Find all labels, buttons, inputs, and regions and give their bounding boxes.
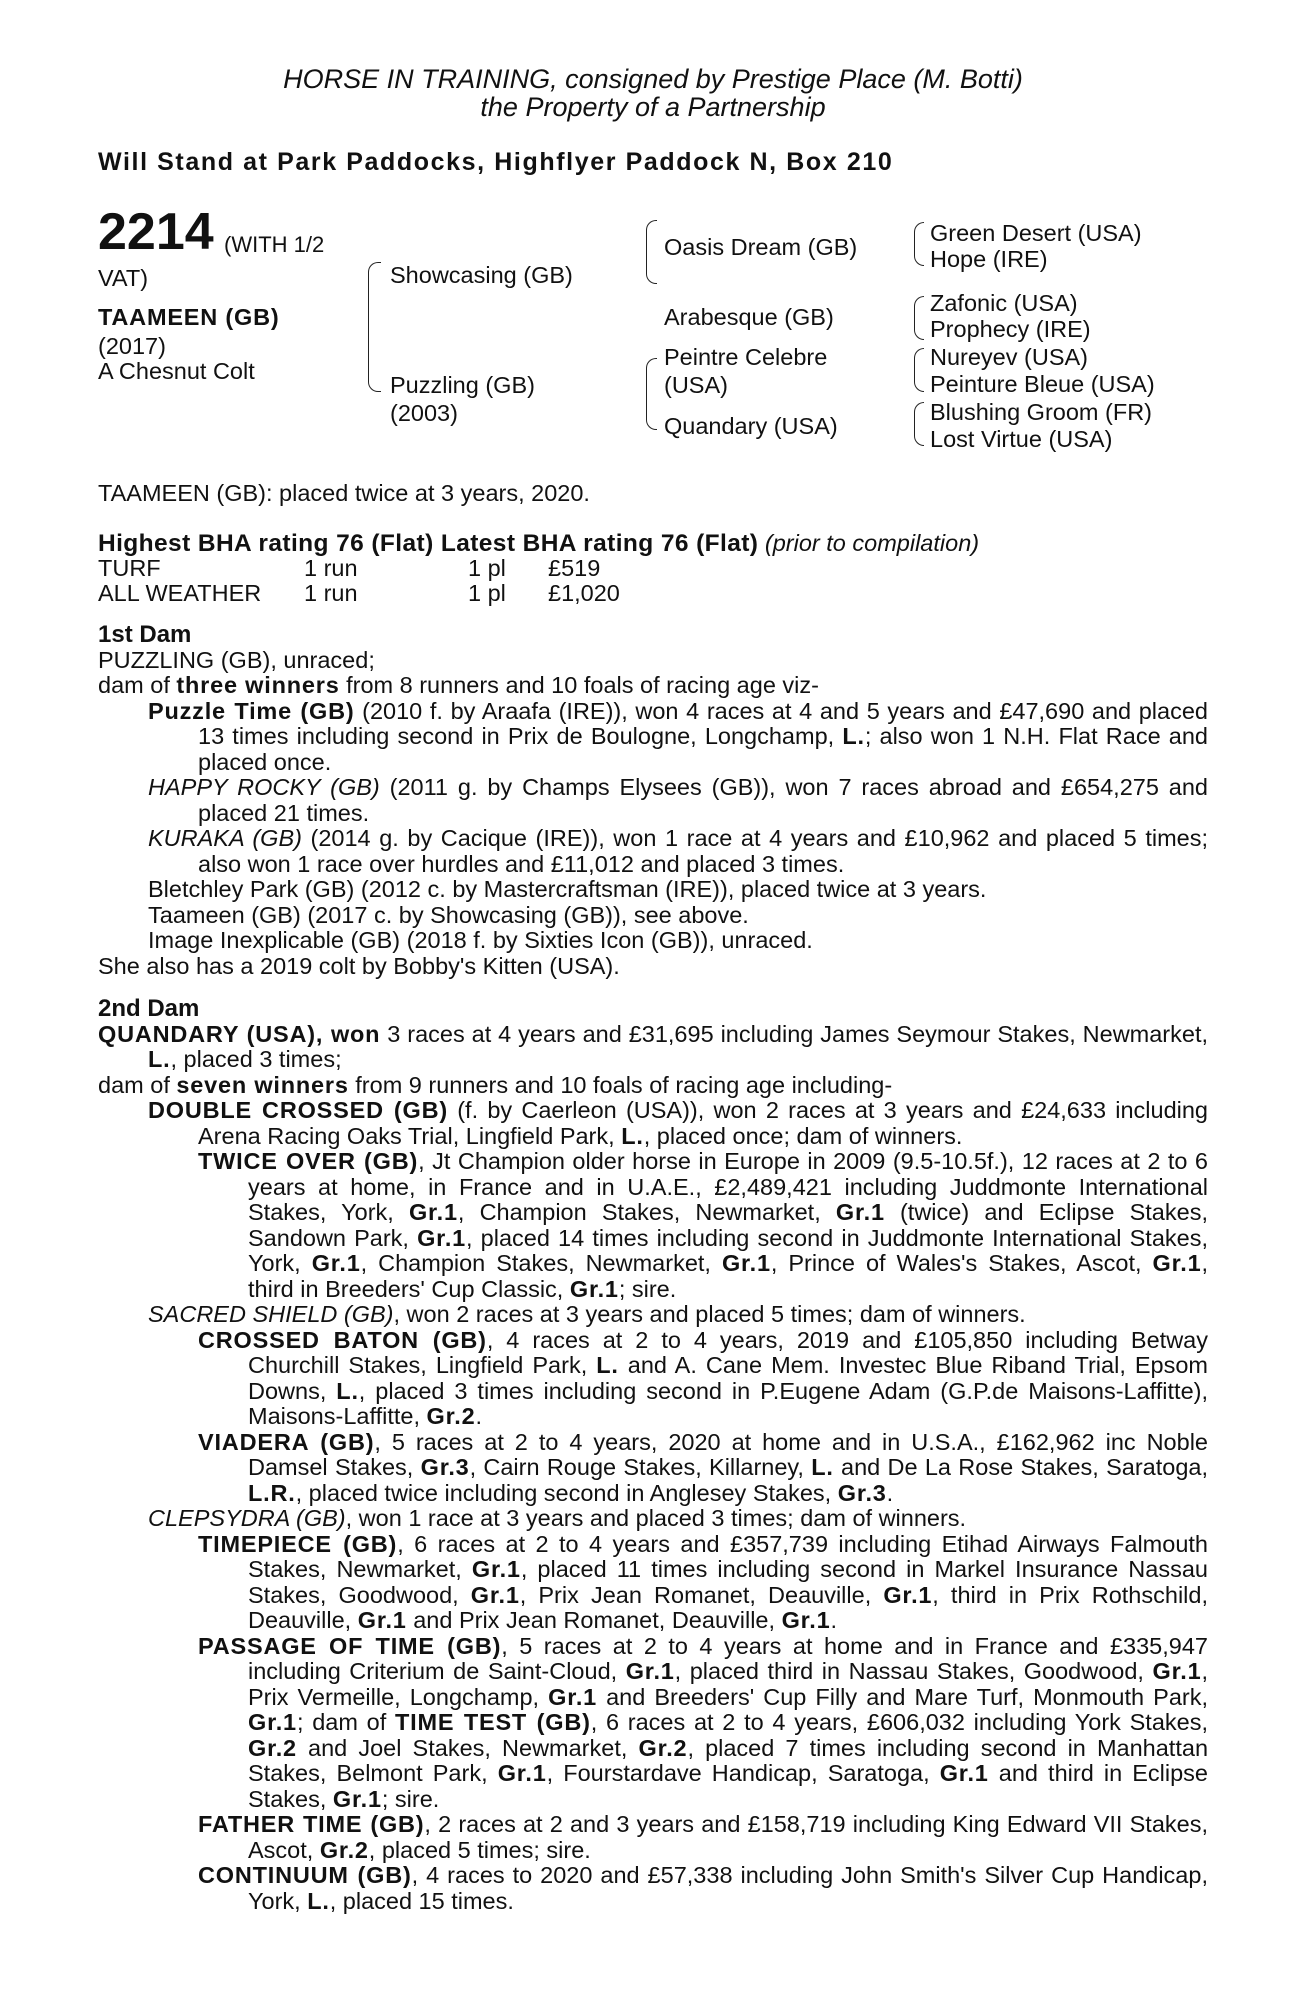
pedigree-dam-sire-a: Peintre Celebre (664, 344, 828, 370)
pedigree-g3-8: Lost Virtue (USA) (930, 426, 1113, 452)
pedigree-g3-4: Prophecy (IRE) (930, 316, 1091, 342)
pedigree-g3-7: Blushing Groom (FR) (930, 399, 1152, 425)
pedigree-g3-6: Peinture Bleue (USA) (930, 371, 1155, 397)
pedigree-sire-dam: Arabesque (GB) (664, 304, 834, 330)
pedigree-sire: Showcasing (GB) (390, 262, 573, 288)
second-dam-heading: 2nd Dam (98, 995, 200, 1022)
stats-money: £519 (548, 555, 601, 581)
pedigree-g3-3: Zafonic (USA) (930, 290, 1078, 316)
stats-runs: 1 run (304, 580, 358, 606)
produce-entry: PASSAGE OF TIME (GB), 5 races at 2 to 4 years at home and in France and £335,947 including Criterium de Saint-Cloud, Gr.1, placed third in Nassau Stakes, Goodwood, Gr.1, Prix Vermeille, Longchamp, Gr.1 and Breeders' Cup Filly and Mare Turf, Monmouth Park, Gr.1; dam of TIME TEST (GB), 6 races at 2 to 4 years, £606,032 including York Stakes, Gr.2 and Joel Stakes, Newmarket, Gr.2, placed 7 times including second in Manhattan Stakes, Belmont Park, Gr.1, Fourstardave Handicap, Saratoga, Gr.1 and third in Eclipse Stakes, Gr.1; sire. (198, 1632, 1209, 1812)
foal-name: KURAKA (GB) (148, 825, 302, 851)
stats-row (98, 581, 620, 606)
horse-year: (2017) (98, 333, 166, 359)
bha-rating-text: Highest BHA rating 76 (Flat) Latest BHA rating 76 (Flat) (98, 530, 759, 557)
pedigree-dam-year: (2003) (390, 400, 458, 426)
pedigree-dam-dam: Quandary (USA) (664, 413, 838, 439)
pedigree-bracket-7 (914, 402, 924, 446)
pedigree-bracket-1 (368, 262, 381, 392)
foal-entry: Bletchley Park (GB) (2012 c. by Mastercraftsman (IRE)), placed twice at 3 years. (148, 876, 987, 902)
pedigree-bracket-3 (646, 358, 657, 430)
produce-entry: CROSSED BATON (GB), 4 races at 2 to 4 years, 2019 and £105,850 including Betway Churchill Stakes, Lingfield Park, L. and A. Cane Mem. Investec Blue Riband Trial, Epsom Downs, L., placed 3 times including second in P.Eugene Adam (G.P.de Maisons-Laffitte), Maisons-Laffitte, Gr.2. (198, 1326, 1208, 1429)
header-line-3: Will Stand at Park Paddocks, Highflyer Paddock N, Box 210 (98, 148, 894, 176)
first-dam-also: She also has a 2019 colt by Bobby's Kitten (USA). (98, 952, 620, 979)
foal-entry: KURAKA (GB) (2014 g. by Cacique (IRE)), won 1 race at 4 years and £10,962 and placed 5 times; also won 1 race over hurdles and £11,012 and placed 3 times. (148, 825, 1208, 877)
header-line-1: HORSE IN TRAINING, consigned by Prestige Place (M. Botti) (283, 64, 1023, 94)
pedigree-bracket-4 (914, 222, 924, 266)
first-dam-heading: 1st Dam (98, 621, 192, 648)
pedigree-g3-2: Hope (IRE) (930, 246, 1048, 272)
stats-placed: 1 pl (468, 555, 506, 581)
pedigree-bracket-5 (914, 296, 924, 340)
produce-entry: VIADERA (GB), 5 races at 2 to 4 years, 2020 at home and in U.S.A., £162,962 inc Noble Damsel Stakes, Gr.3, Cairn Rouge Stakes, Killarney, L. and De La Rose Stakes, Saratoga, L.R., placed twice including second in Anglesey Stakes, Gr.3. (198, 1428, 1209, 1506)
foal-entry: Taameen (GB) (2017 c. by Showcasing (GB)), see above. (148, 901, 749, 928)
horse-description: A Chesnut Colt (98, 358, 255, 384)
lot-number: 2214 (98, 203, 214, 261)
first-dam-section (98, 622, 1208, 979)
foal-entry: Puzzle Time (GB) (2010 f. by Araafa (IRE)), won 4 races at 4 and 5 years and £47,690 and placed 13 times including second in Prix de Boulogne, Longchamp, L.; also won 1 N.H. Flat Race and placed once. (148, 697, 1209, 775)
header-line-2: the Property of a Partnership (480, 92, 826, 122)
produce-entry: TWICE OVER (GB), Jt Champion older horse in Europe in 2009 (9.5-10.5f.), 12 races at 2 to 6 years at home, in France and in U.A.E., £2,489,421 including Juddmonte International Stakes, York, Gr.1, Champion Stakes, Newmarket, Gr.1 (twice) and Eclipse Stakes, Sandown Park, Gr.1, placed 14 times including second in Juddmonte International Stakes, York, Gr.1, Champion Stakes, Newmarket, Gr.1, Prince of Wales's Stakes, Ascot, Gr.1, third in Breeders' Cup Classic, Gr.1; sire. (198, 1148, 1209, 1302)
foal-name: Taameen (GB) (148, 901, 301, 928)
race-summary: TAAMEEN (GB): placed twice at 3 years, 2020. (98, 480, 590, 506)
stats-runs: 1 run (304, 555, 358, 581)
produce-entry: TIMEPIECE (GB), 6 races at 2 to 4 years and £357,739 including Etihad Airways Falmouth Stakes, Newmarket, Gr.1, placed 11 times including second in Markel Insurance Nassau Stakes, Goodwood, Gr.1, Prix Jean Romanet, Deauville, Gr.1, third in Prix Rothschild, Deauville, Gr.1 and Prix Jean Romanet, Deauville, Gr.1. (198, 1530, 1208, 1633)
second-dam-entry: QUANDARY (USA), won 3 races at 4 years and £31,695 including James Seymour Stakes, Newmarket, L., placed 3 times; (98, 1020, 1209, 1072)
pedigree-bracket-2 (646, 220, 657, 284)
stats-row (98, 556, 620, 581)
stats-money: £1,020 (548, 580, 620, 606)
produce-entry: CLEPSYDRA (GB), won 1 race at 3 years and placed 3 times; dam of winners. (148, 1505, 967, 1531)
pedigree-dam-sire-b: (USA) (664, 372, 728, 398)
stats-surface: ALL WEATHER (98, 580, 262, 606)
produce-entry: FATHER TIME (GB), 2 races at 2 and 3 years and £158,719 including King Edward VII Stakes, Ascot, Gr.2, placed 5 times; sire. (198, 1811, 1208, 1863)
pedigree-sire-sire: Oasis Dream (GB) (664, 234, 858, 260)
first-dam-produce: dam of three winners from 8 runners and 10 foals of racing age viz- (98, 672, 819, 698)
pedigree-g3-1: Green Desert (USA) (930, 220, 1142, 246)
foal-name: Image Inexplicable (GB) (148, 927, 401, 953)
pedigree-g3-5: Nureyev (USA) (930, 344, 1089, 370)
second-dam-section (98, 996, 1208, 1914)
pedigree-bracket-6 (914, 348, 924, 392)
stats-placed: 1 pl (468, 580, 506, 606)
foal-name: Bletchley Park (GB) (148, 876, 355, 902)
foal-entry: HAPPY ROCKY (GB) (2011 g. by Champs Elysees (GB)), won 7 races abroad and £654,275 and placed 21 times. (148, 774, 1208, 826)
foal-entry: Image Inexplicable (GB) (2018 f. by Sixties Icon (GB)), unraced. (148, 927, 813, 953)
lot-vat-a: (WITH 1/2 (224, 232, 325, 257)
horse-name: TAAMEEN (GB) (98, 304, 280, 330)
first-dam-intro: PUZZLING (GB), unraced; (98, 646, 375, 673)
stats-table (98, 556, 620, 606)
pedigree-dam: Puzzling (GB) (390, 372, 535, 398)
foal-name: HAPPY ROCKY (GB) (148, 774, 380, 800)
foal-name: Puzzle Time (GB) (148, 697, 355, 724)
bha-rating (98, 530, 979, 557)
produce-entry: SACRED SHIELD (GB), won 2 races at 3 years and placed 5 times; dam of winners. (148, 1301, 1026, 1327)
stats-surface: TURF (98, 555, 161, 581)
lot-vat-b: VAT) (98, 265, 149, 291)
bha-rating-note: (prior to compilation) (764, 530, 980, 556)
produce-entry: DOUBLE CROSSED (GB) (f. by Caerleon (USA)), won 2 races at 3 years and £24,633 including Arena Racing Oaks Trial, Lingfield Park, L., placed once; dam of winners. (148, 1097, 1208, 1149)
second-dam-produce: dam of seven winners from 9 runners and 10 foals of racing age including- (98, 1071, 893, 1098)
produce-entry: CONTINUUM (GB), 4 races to 2020 and £57,338 including John Smith's Silver Cup Handicap, York, L., placed 15 times. (198, 1862, 1208, 1914)
